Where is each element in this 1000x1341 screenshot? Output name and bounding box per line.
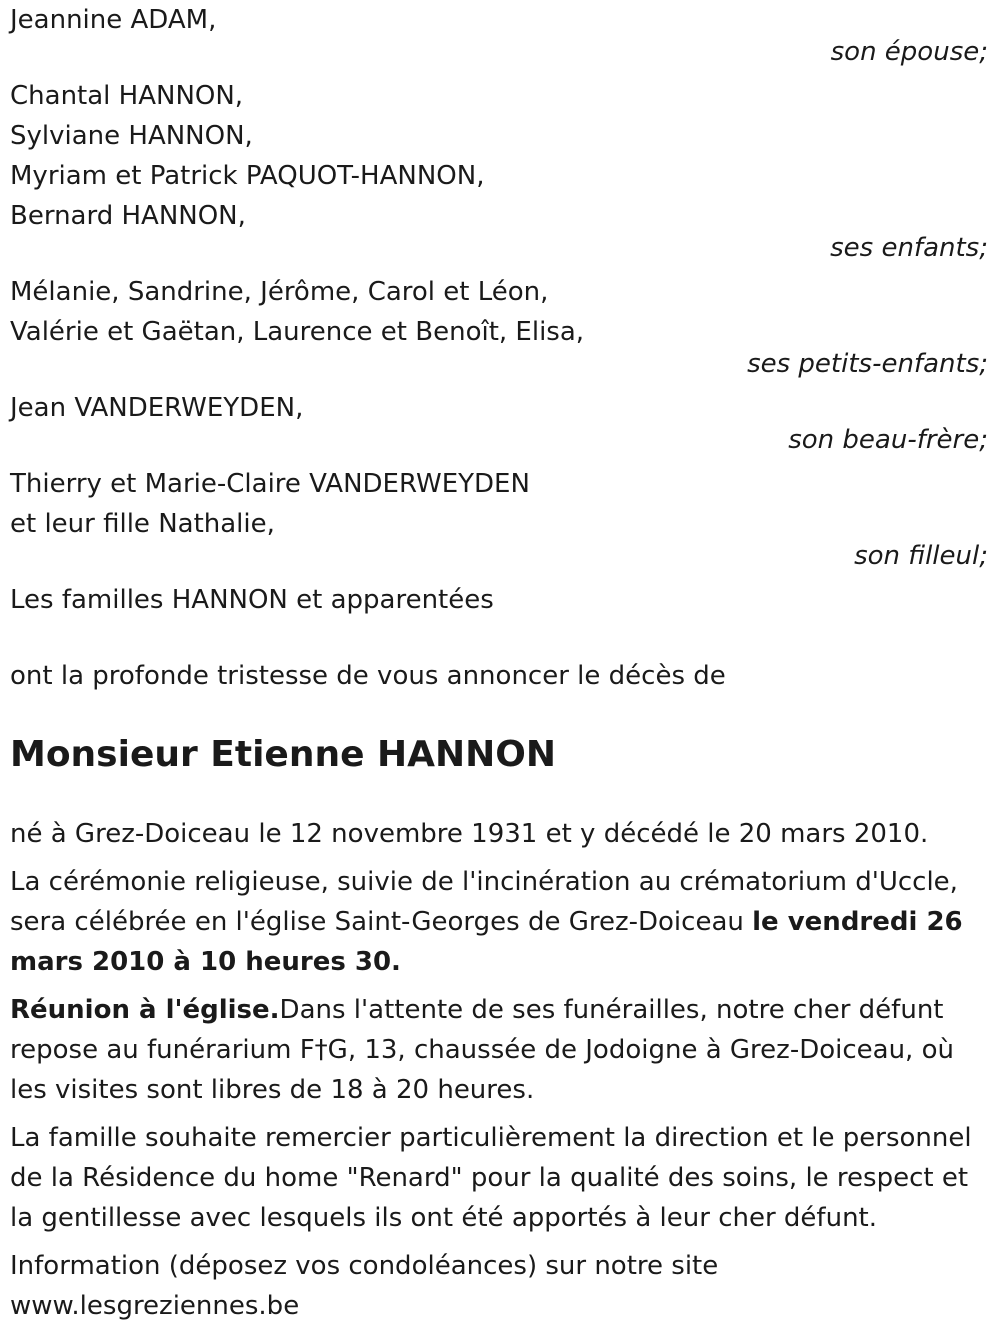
thanks-paragraph: La famille souhaite remercier particulièrement la direction et le personnel de la Résidence du home "Renard" pour la qualité des soins, le respect et la gentillesse avec lesquels ils ont été apportés à leur cher défunt.	[10, 1123, 972, 1233]
family-line: Thierry et Marie-Claire VANDERWEYDEN	[10, 469, 530, 499]
relation-label: son épouse;	[830, 37, 988, 67]
family-line: et leur fille Nathalie,	[10, 509, 275, 539]
deceased-name: Monsieur Etienne HANNON	[10, 734, 557, 775]
family-line: Myriam et Patrick PAQUOT-HANNON,	[10, 161, 485, 191]
ceremony-text: La cérémonie religieuse, suivie de l'incinération au crématorium d'Uccle, sera célébrée en l'église Saint-Georges de Grez-Doiceau	[10, 867, 958, 937]
relation-label: ses enfants;	[830, 233, 988, 263]
reunion-heading: Réunion à l'église.	[10, 995, 280, 1025]
family-group-godson	[10, 464, 990, 576]
birth-death-line: né à Grez-Doiceau le 12 novembre 1931 et y décédé le 20 mars 2010.	[10, 819, 929, 849]
family-line: Bernard HANNON,	[10, 201, 246, 231]
family-group-grandchildren	[10, 272, 990, 384]
family-group-brother-in-law	[10, 388, 990, 460]
family-line: Valérie et Gaëtan, Laurence et Benoît, Elisa,	[10, 317, 585, 347]
relation-label: son filleul;	[854, 541, 988, 571]
ceremony-paragraph	[10, 862, 990, 982]
relation-label: son beau-frère;	[788, 425, 988, 455]
relation-label: ses petits-enfants;	[747, 349, 988, 379]
ceremony-date: le vendredi 26 mars 2010 à 10 heures 30.	[10, 907, 963, 977]
announcement-line: ont la profonde tristesse de vous annoncer le décès de	[10, 661, 726, 691]
information-line: Information (déposez vos condoléances) sur notre site	[10, 1251, 719, 1281]
family-line: Jeannine ADAM,	[10, 5, 217, 35]
reunion-paragraph	[10, 990, 990, 1110]
families-line: Les familles HANNON et apparentées	[10, 585, 494, 615]
family-line: Sylviane HANNON,	[10, 121, 253, 151]
information-paragraph	[10, 1246, 990, 1326]
family-line: Mélanie, Sandrine, Jérôme, Carol et Léon,	[10, 277, 549, 307]
family-line: Jean VANDERWEYDEN,	[10, 393, 304, 423]
website-link[interactable]: www.lesgreziennes.be	[10, 1291, 300, 1321]
family-group-children	[10, 76, 990, 268]
family-line: Chantal HANNON,	[10, 81, 244, 111]
family-group-spouse	[10, 0, 990, 72]
reunion-text: Dans l'attente de ses funérailles, notre cher défunt repose au funérarium F†G, 13, chaussée de Jodoigne à Grez-Doiceau, où les visites sont libres de 18 à 20 heures.	[10, 995, 954, 1105]
